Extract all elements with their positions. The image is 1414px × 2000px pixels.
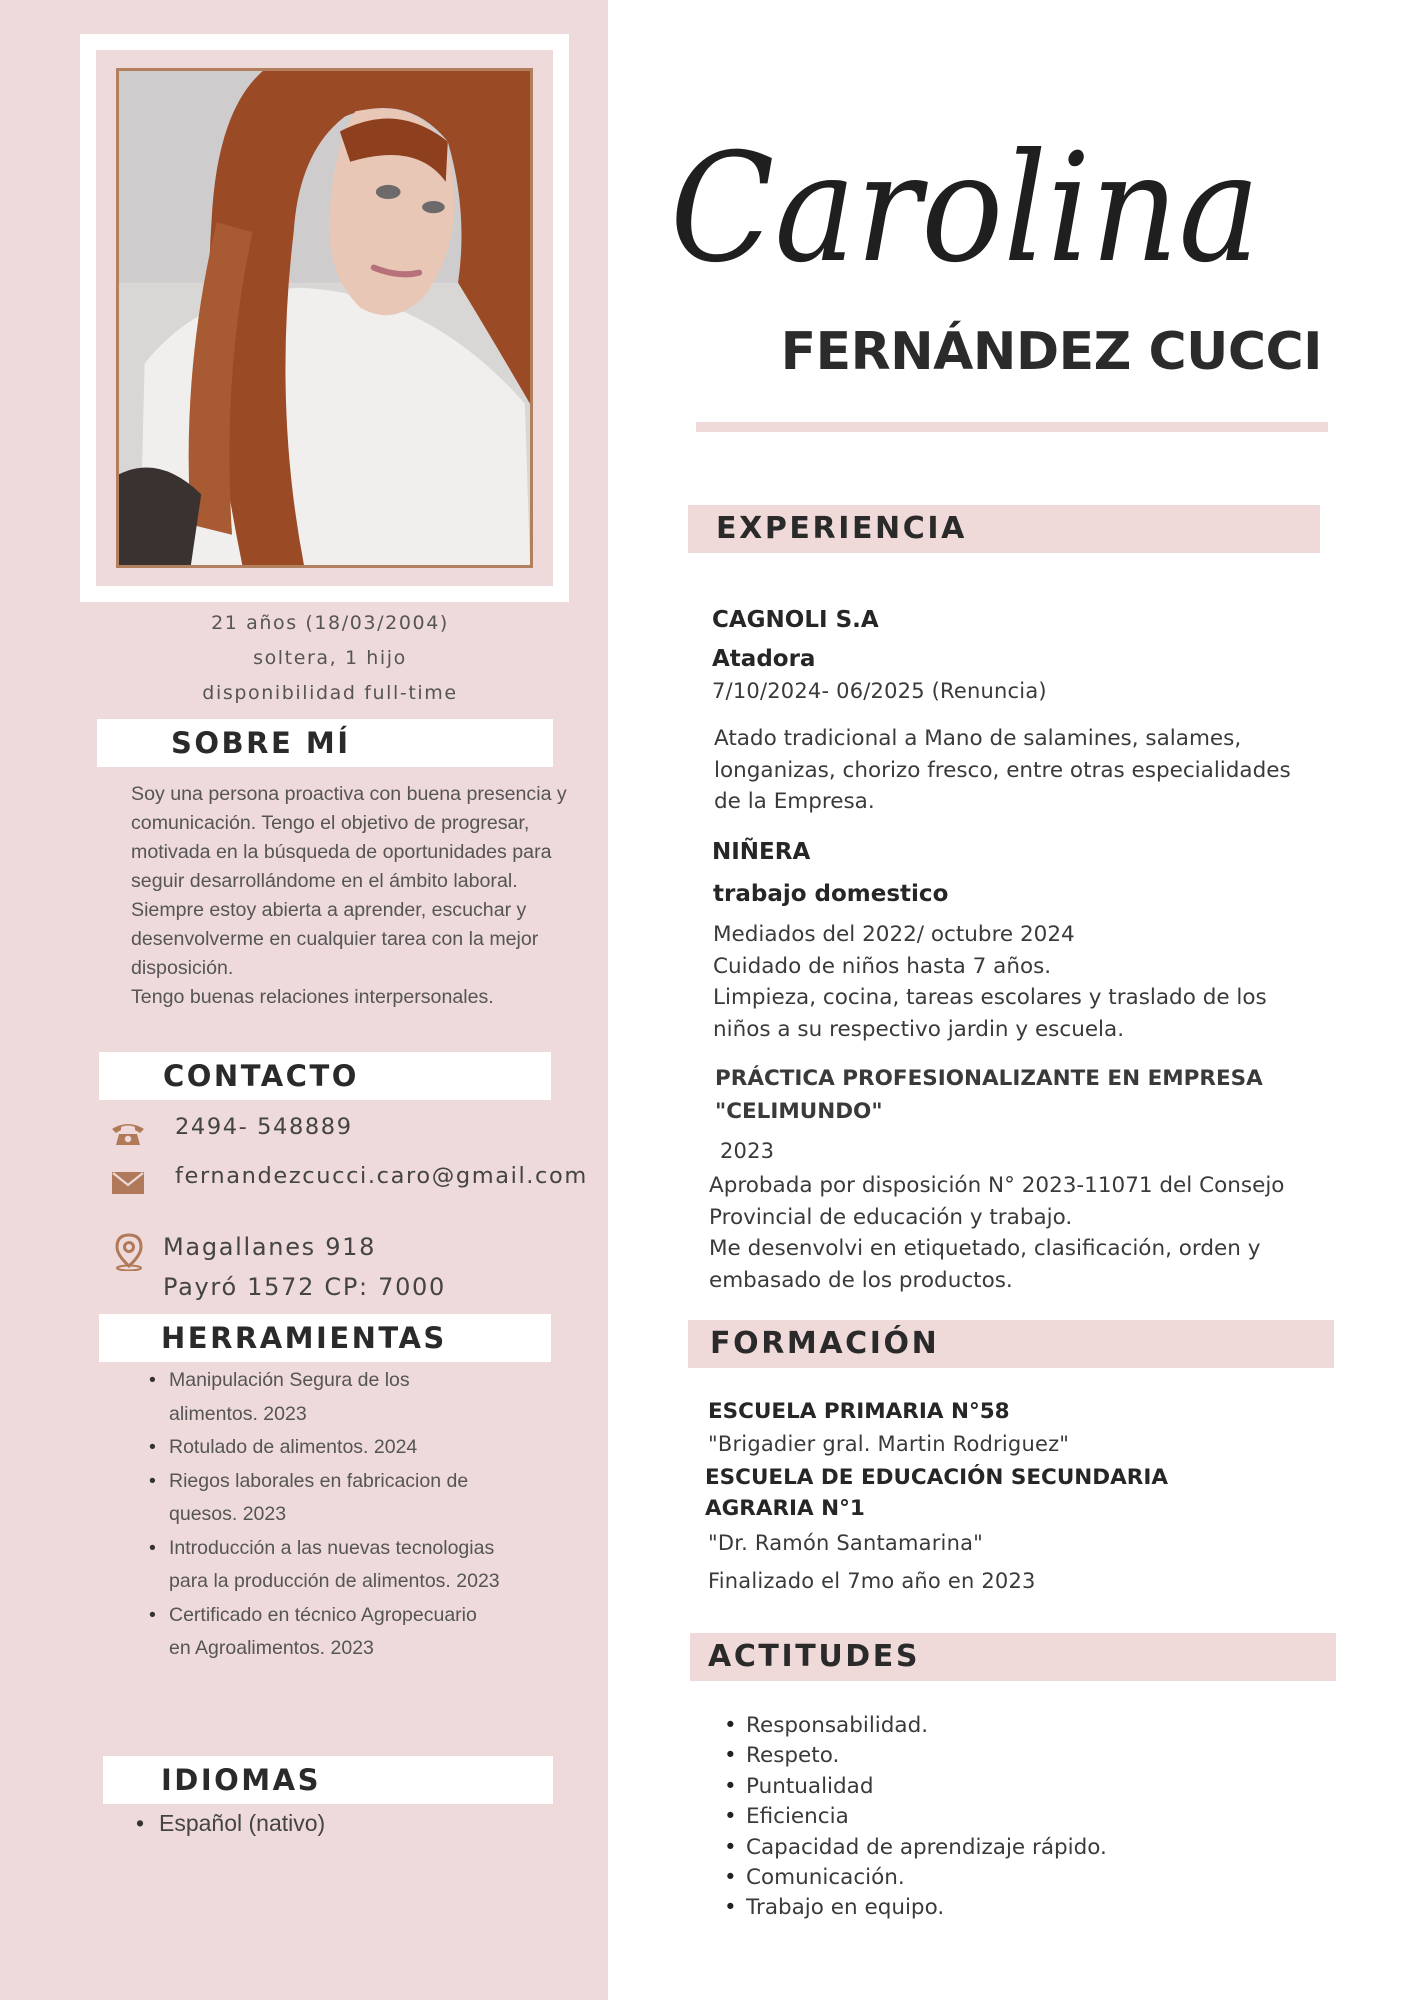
job-description-line: Cuidado de niños hasta 7 años. [713, 953, 1052, 979]
tools-heading: HERRAMIENTAS [99, 1314, 551, 1362]
about-heading: SOBRE MÍ [97, 719, 553, 767]
name-divider [696, 422, 1328, 432]
envelope-icon [112, 1172, 144, 1194]
telephone-icon [110, 1120, 146, 1146]
address-line-1: Magallanes 918 [163, 1233, 377, 1261]
school-name: AGRARIA N°1 [705, 1496, 865, 1521]
job-company: PRÁCTICA PROFESIONALIZANTE EN EMPRESA "CELIMUNDO" [715, 1066, 1263, 1124]
profile-photo [116, 68, 533, 568]
job-description: Atado tradicional a Mano de salamines, salames, longanizas, chorizo fresco, entre otras especialidades de la Empresa. [714, 726, 1291, 814]
attitudes-list [722, 1711, 1107, 1924]
job-description-line: Aprobada por disposición N° 2023-11071 del Consejo Provincial de educación y trabajo. [709, 1173, 1285, 1230]
list-item: • Manipulación Segura de los alimentos. 2023 [141, 1364, 501, 1431]
svg-text:Carolina: Carolina [670, 122, 1260, 296]
list-item: • Introducción a las nuevas tecnologias para la producción de alimentos. 2023 [141, 1532, 501, 1599]
job-details [713, 919, 1323, 1045]
list-item: • Riegos laborales en fabricacion de quesos. 2023 [141, 1465, 501, 1532]
school-name: ESCUELA PRIMARIA N°58 [708, 1399, 1010, 1424]
list-item: • Certificado en técnico Agropecuario en Agroalimentos. 2023 [141, 1599, 501, 1666]
first-name-script [670, 90, 1370, 320]
job-description-line: Me desenvolvi en etiquetado, clasificación, orden y embasado de los productos. [709, 1236, 1261, 1293]
age-line: 21 años (18/03/2004) [211, 612, 449, 634]
experience-heading: EXPERIENCIA [688, 505, 1320, 553]
about-paragraph: Soy una persona proactiva con buena presencia y comunicación. Tengo el objetivo de progresar, motivada en la búsqueda de oportunidades para seguir desarrollándome en el ámbito laboral. [131, 783, 567, 892]
school-note: Finalizado el 7mo año en 2023 [708, 1569, 1036, 1593]
status-line: soltera, 1 hijo [253, 647, 407, 669]
list-item: • Comunicación. [722, 1863, 1107, 1893]
languages-list [132, 1810, 325, 1837]
languages-heading: IDIOMAS [103, 1756, 553, 1804]
job-details [709, 1170, 1329, 1296]
list-item: • Español (nativo) [132, 1810, 325, 1837]
about-paragraph: Tengo buenas relaciones interpersonales. [131, 986, 494, 1008]
education-heading: FORMACIÓN [688, 1320, 1334, 1368]
job-role: Atadora [712, 646, 816, 672]
job-company: CAGNOLI S.A [712, 607, 879, 633]
tools-list [141, 1364, 501, 1666]
list-item: • Capacidad de aprendizaje rápido. [722, 1833, 1107, 1863]
about-text [131, 780, 591, 1012]
job-dates: 7/10/2024- 06/2025 (Renuncia) [712, 679, 1047, 703]
portrait-image [119, 71, 530, 565]
last-name: FERNÁNDEZ CUCCI [780, 322, 1322, 382]
list-item: • Respeto. [722, 1741, 1107, 1771]
personal-info [90, 606, 570, 711]
attitudes-heading: ACTITUDES [690, 1633, 1336, 1681]
availability-line: disponibilidad full-time [202, 682, 458, 704]
profile-photo-frame [80, 34, 569, 602]
email-link[interactable]: fernandezcucci.caro@gmail.com [175, 1163, 588, 1189]
job-dates: 2023 [720, 1139, 775, 1163]
phone-text[interactable]: 2494- 548889 [175, 1114, 353, 1140]
list-item: • Rotulado de alimentos. 2024 [141, 1431, 501, 1465]
job-role: trabajo domestico [713, 881, 949, 907]
school-name: ESCUELA DE EDUCACIÓN SECUNDARIA [705, 1465, 1168, 1490]
about-paragraph: Siempre estoy abierta a aprender, escuchar y desenvolverme en cualquier tarea con la mejor disposición. [131, 899, 539, 979]
list-item: • Trabajo en equipo. [722, 1893, 1107, 1923]
list-item: • Puntualidad [722, 1772, 1107, 1802]
job-dates: Mediados del 2022/ octubre 2024 [713, 922, 1075, 947]
map-pin-icon [113, 1233, 145, 1271]
job-company: NIÑERA [712, 839, 811, 865]
job-description-line: Limpieza, cocina, tareas escolares y traslado de los niños a su respectivo jardin y escuela. [713, 985, 1267, 1042]
address-line-2: Payró 1572 CP: 7000 [163, 1273, 446, 1301]
contact-heading: CONTACTO [99, 1052, 551, 1100]
list-item: • Responsabilidad. [722, 1711, 1107, 1741]
school-detail: "Dr. Ramón Santamarina" [708, 1531, 984, 1555]
school-detail: "Brigadier gral. Martin Rodriguez" [708, 1432, 1070, 1456]
list-item: • Eficiencia [722, 1802, 1107, 1832]
